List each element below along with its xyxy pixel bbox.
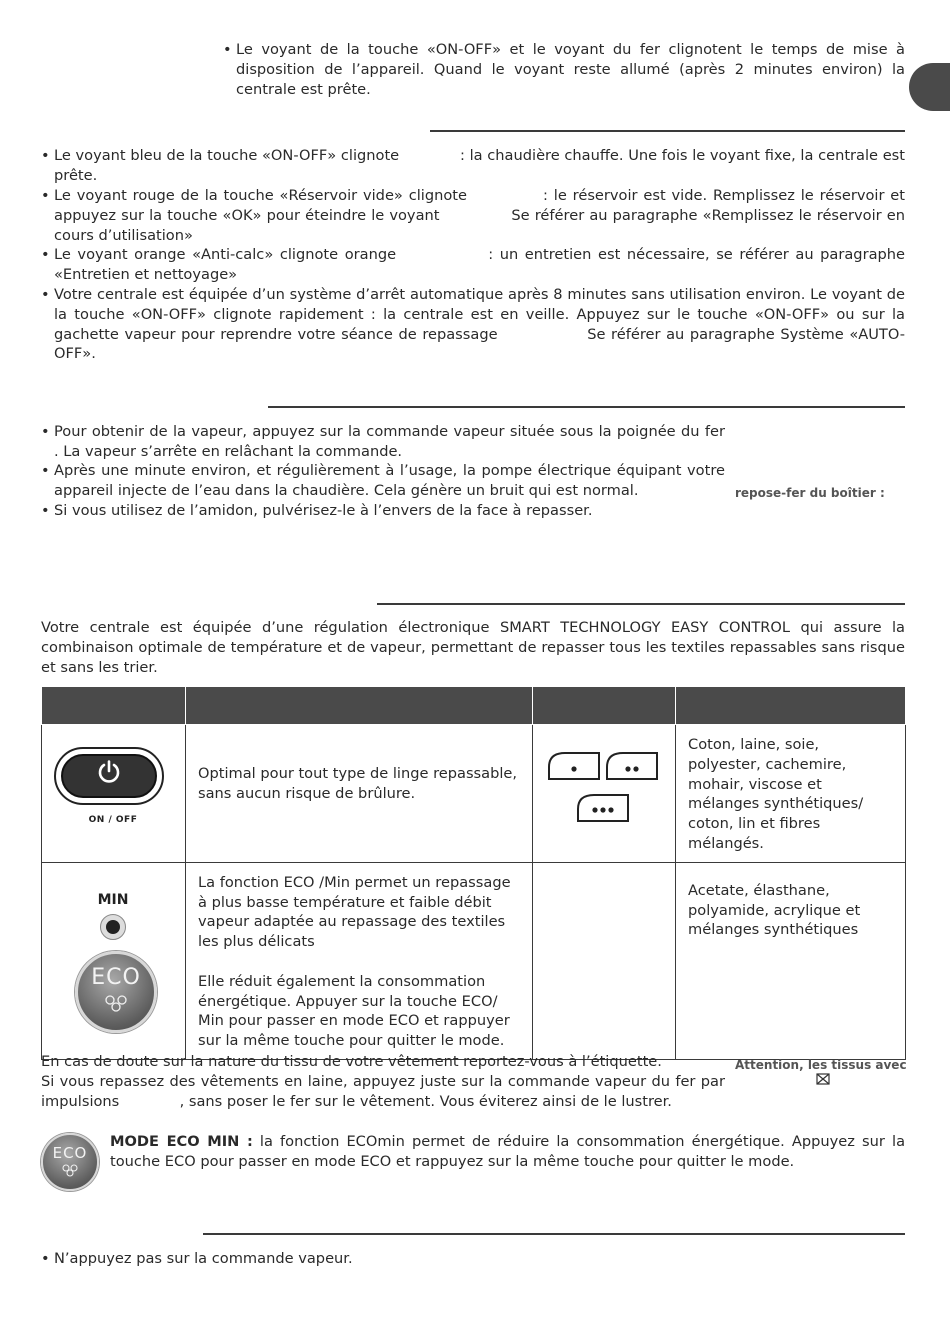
steam-bullet-3-text: Si vous utilisez de l’amidon, pulvérisez-le à l’envers de la face à repasser. [54,502,593,519]
no-steam-fabric-icon [816,1073,830,1085]
iron-three-dots-icon [578,795,628,821]
table-header-cell [676,687,906,725]
steam-drops-icon [43,1135,97,1189]
top-bullet-text: Le voyant de la touche «ON-OFF» et le voyant du fer clignotent le temps de mise à disposition de l’appareil. Quand le voyant reste allumé (après 2 minutes environ) la centrale est prête. [236,41,905,98]
wool-advice: Si vous repassez des vêtements en laine, appuyez juste sur la commande vapeur du fer par impulsions , sans poser le fer sur le vêtement. Vous éviterez ainsi de le lustrer. [41,1073,730,1110]
table-header-cell [186,687,533,725]
row2-description-p2: Elle réduit également la consommation énergétique. Appuyer sur la touche ECO/ Min pour passer en mode ECO et rappuyer sur la même touche pour quitter le mode. [198,972,510,1050]
status-bullet-3-text: Le voyant orange «Anti-calc» clignote orange : un entretien est nécessaire, se référer au paragraphe «Entretien et nettoyage» [54,246,910,283]
side-note-repose-fer: repose-fer du boîtier : [735,486,885,500]
section-rule-2 [268,406,905,408]
eco-button-cell [42,862,186,1059]
description-cell [186,725,533,863]
status-bullet-1-text: Le voyant bleu de la touche «ON-OFF» clignote : la chaudière chauffe. Une fois le voyant fixe, la centrale est prête. [54,147,910,184]
label-advice: En cas de doute sur la nature du tissu de votre vêtement reportez-vous à l’étiquette. [41,1053,662,1070]
onoff-button-cell [42,725,186,863]
smart-technology-intro: Votre centrale est équipée d’une régulation électronique SMART TECHNOLOGY EASY CONTROL qui assure la combinaison optimale de température et de vapeur, permettant de repasser tous les textiles repassables sans risque et sans les trier. [41,619,905,676]
fabrics-cell [676,862,906,1059]
eco-mode-text: la fonction ECOmin permet de réduire la consommation énergétique. Appuyez sur la touche ECO pour passer en mode ECO et rappuyez sur la même touche pour quitter le mode. [110,1133,906,1170]
status-bullet-1: • Le voyant bleu de la touche «ON-OFF» clignote : la chaudière chauffe. Une fois le voyant fixe, la centrale est prête. [41,147,910,184]
chapter-tab [909,63,950,111]
status-bullet-3: • Le voyant orange «Anti-calc» clignote orange : un entretien est nécessaire, se référer au paragraphe «Entretien et nettoyage» [41,246,910,283]
fabrics-cell [676,725,906,863]
iron-two-dots-icon [607,753,657,779]
section-rule-3 [377,603,905,605]
eco-button-illustration [75,951,157,1033]
section-rule-1 [430,130,905,132]
row2-fabrics: Acetate, élasthane, polyamide, acrylique et mélanges synthétiques [688,881,861,939]
table-header-cell [42,687,186,725]
steam-bullet-1: • Pour obtenir de la vapeur, appuyez sur la commande vapeur située sous la poignée du fer . La vapeur s’arrête en relâchant la commande. [41,423,790,460]
row2-description-p1: La fonction ECO /Min permet un repassage à plus basse température et faible débit vapeur adaptée au repassage des textiles les plus délicats [198,873,511,951]
eco-mode-paragraph [110,1132,905,1172]
row1-description: Optimal pour tout type de linge repassable, sans aucun risque de brûlure. [198,765,518,802]
iron-temperature-cell [533,862,676,1059]
steam-drops-icon [78,954,154,1030]
eco-mode-label: ECO [52,1144,88,1162]
status-bullet-4: • Votre centrale est équipée d’un système d’arrêt automatique après 8 minutes sans utilisation environ. Le voyant de la touche «ON-OFF» clignote rapidement : la centrale est en veille. Appuyez sur le touche «ON-OFF» ou sur la gachette vapeur pour reprendre votre séance de repassage Se référer au paragraphe Système «AUTO-OFF». [41,286,910,363]
top-bullet [223,40,905,99]
table-header-row [42,687,906,725]
section-rule-4 [203,1233,905,1235]
row1-fabrics: Coton, laine, soie, polyester, cachemire, mohair, viscose et mélanges synthétiques/ coton, lin et fibres mélangés. [688,736,864,852]
eco-mode-title: MODE ECO MIN : [110,1133,253,1150]
no-steam-bullet-text: N’appuyez pas sur la commande vapeur. [54,1250,353,1267]
steam-bullet-2-text: Après une minute environ, et régulièrement à l’usage, la pompe électrique équipant votre appareil injecte de l’eau dans la chaudière. Cela génère un bruit qui est normal. [54,462,725,499]
onoff-label: ON / OFF [88,815,138,825]
iron-temperature-cell [533,725,676,863]
min-indicator-light [100,914,126,940]
eco-mode-button-illustration [41,1133,99,1191]
status-bullet-2-text: Le voyant rouge de la touche «Réservoir vide» clignote : le réservoir est vide. Remplissez le réservoir et appuyez sur la touche «OK» pour éteindre le voyant Se référer au paragraphe «Remplissez le réservoir en cours d’utilisation» [54,187,910,244]
bullet-dot: • [223,41,232,58]
steam-bullet-1-text: Pour obtenir de la vapeur, appuyez sur la commande vapeur située sous la poignée du fer . La vapeur s’arrête en relâchant la commande. [54,423,790,460]
table-row [42,725,906,863]
eco-label: ECO [91,964,141,990]
min-label: MIN [97,891,129,908]
side-note-attention: Attention, les tissus avec [735,1058,907,1072]
no-steam-bullet: • N’appuyez pas sur la commande vapeur. [41,1249,905,1269]
status-bullet-4-text: Votre centrale est équipée d’un système d’arrêt automatique après 8 minutes sans utilisation environ. Le voyant de la touche «ON-OFF» clignote rapidement : la centrale est en veille. Appuyez sur le touche «ON-OFF» ou sur la gachette vapeur pour reprendre votre séance de repassage Se référer au paragraphe Système «AUTO-OFF». [54,286,910,363]
steam-bullet-2: • Après une minute environ, et régulièrement à l’usage, la pompe électrique équipant votre appareil injecte de l’eau dans la chaudière. Cela génère un bruit qui est normal. [41,462,725,499]
description-cell [186,862,533,1059]
iron-one-dot-icon [549,753,599,779]
table-header-cell [533,687,676,725]
settings-table [41,686,906,1060]
iron-temperature-icons [533,725,676,841]
status-bullet-2: • Le voyant rouge de la touche «Réservoir vide» clignote : le réservoir est vide. Remplissez le réservoir et appuyez sur la touche «OK» pour éteindre le voyant Se référer au paragraphe «Remplissez le réservoir en cours d’utilisation» [41,187,910,244]
table-row [42,862,906,1059]
steam-bullet-3: • Si vous utilisez de l’amidon, pulvérisez-le à l’envers de la face à repasser. [41,501,725,521]
power-icon [96,759,122,785]
